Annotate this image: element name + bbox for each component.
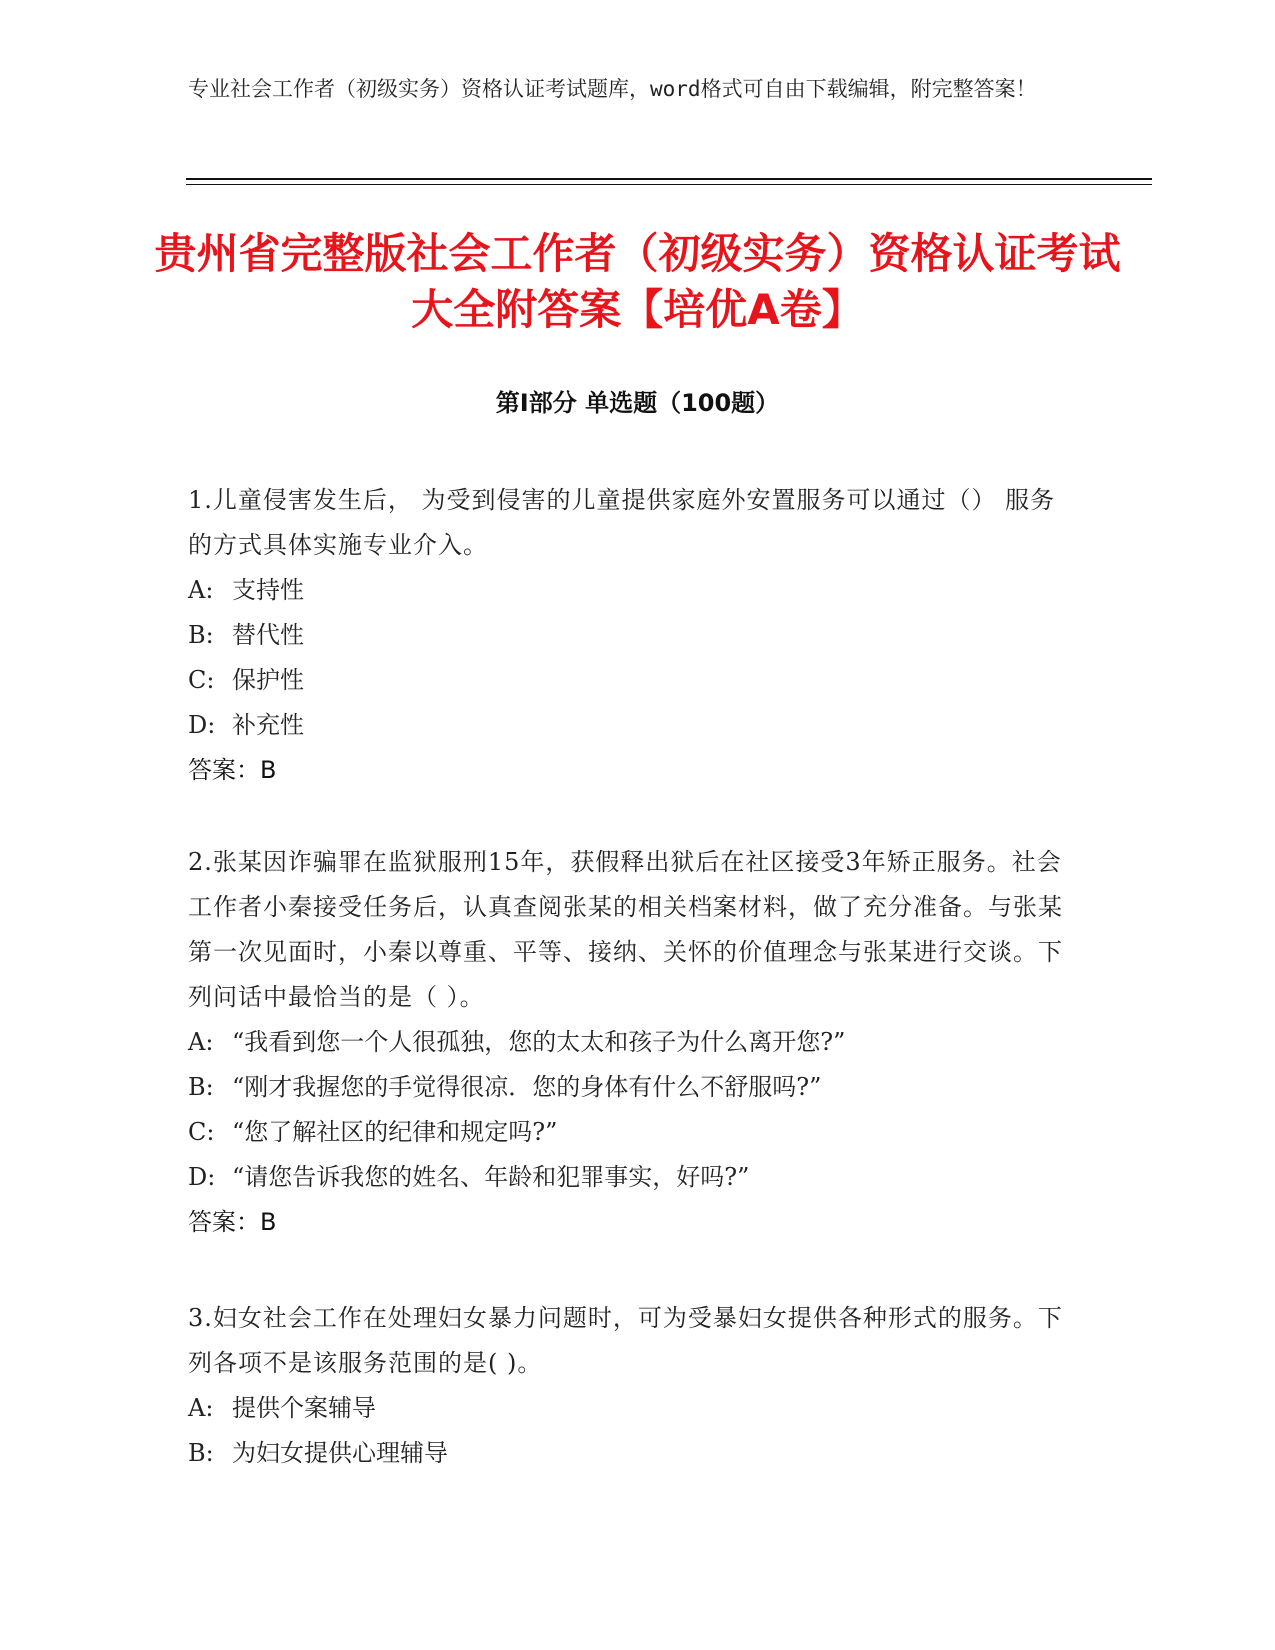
option-text: 提供个案辅导 [232, 1394, 376, 1422]
option-letter: B: [188, 621, 214, 649]
header-divider-thick [186, 178, 1152, 180]
option-text: “刚才我握您的手觉得很凉．您的身体有什么不舒服吗?” [232, 1073, 822, 1101]
section-heading: 第I部分 单选题（100题） [495, 389, 780, 417]
answer-line: 答案：B [188, 756, 277, 784]
option-letter: B: [188, 1073, 214, 1101]
question-1 [188, 478, 1068, 793]
option-text: 补充性 [232, 711, 304, 739]
option-text: 保护性 [232, 666, 304, 694]
question-3 [188, 1296, 1068, 1476]
option-b [188, 613, 1068, 658]
option-letter: C: [188, 1118, 215, 1146]
question-stem: 1.儿童侵害发生后， 为受到侵害的儿童提供家庭外安置服务可以通过（） 服务的方式具体实施专业介入。 [188, 486, 1056, 559]
option-letter: A: [188, 1394, 214, 1422]
option-b [188, 1065, 1068, 1110]
option-text: 支持性 [232, 576, 304, 604]
question-stem: 2.张某因诈骗罪在监狱服刑15年，获假释出狱后在社区接受3年矫正服务。社会工作者小秦接受任务后，认真查阅张某的相关档案材料，做了充分准备。与张某第一次见面时，小秦以尊重、平等、接纳、关怀的价值理念与张某进行交谈。下列问话中最恰当的是（ ）。 [188, 848, 1063, 1011]
option-a [188, 1020, 1068, 1065]
option-letter: A: [188, 1028, 214, 1056]
option-letter: B: [188, 1439, 214, 1467]
option-text: “您了解社区的纪律和规定吗?” [232, 1118, 558, 1146]
document-title: 贵州省完整版社会工作者（初级实务）资格认证考试大全附答案【培优A卷】 [154, 229, 1121, 334]
header-note: 专业社会工作者（初级实务）资格认证考试题库，word格式可自由下载编辑，附完整答案！ [188, 77, 1037, 101]
option-text: 为妇女提供心理辅导 [232, 1439, 448, 1467]
question-stem: 3.妇女社会工作在处理妇女暴力问题时，可为受暴妇女提供各种形式的服务。下列各项不是该服务范围的是( )。 [188, 1304, 1063, 1377]
option-a [188, 1386, 1068, 1431]
option-letter: A: [188, 576, 214, 604]
option-d [188, 703, 1068, 748]
option-d [188, 1155, 1068, 1200]
option-letter: D: [188, 1163, 216, 1191]
option-c [188, 1110, 1068, 1155]
option-b [188, 1431, 1068, 1476]
option-text: “请您告诉我您的姓名、年龄和犯罪事实，好吗?” [232, 1163, 750, 1191]
option-letter: C: [188, 666, 215, 694]
header-divider-thin [186, 184, 1152, 185]
option-c [188, 658, 1068, 703]
question-2 [188, 840, 1068, 1245]
option-text: 替代性 [232, 621, 304, 649]
option-a [188, 568, 1068, 613]
answer-line: 答案：B [188, 1208, 277, 1236]
option-text: “我看到您一个人很孤独，您的太太和孩子为什么离开您?” [232, 1028, 846, 1056]
option-letter: D: [188, 711, 216, 739]
